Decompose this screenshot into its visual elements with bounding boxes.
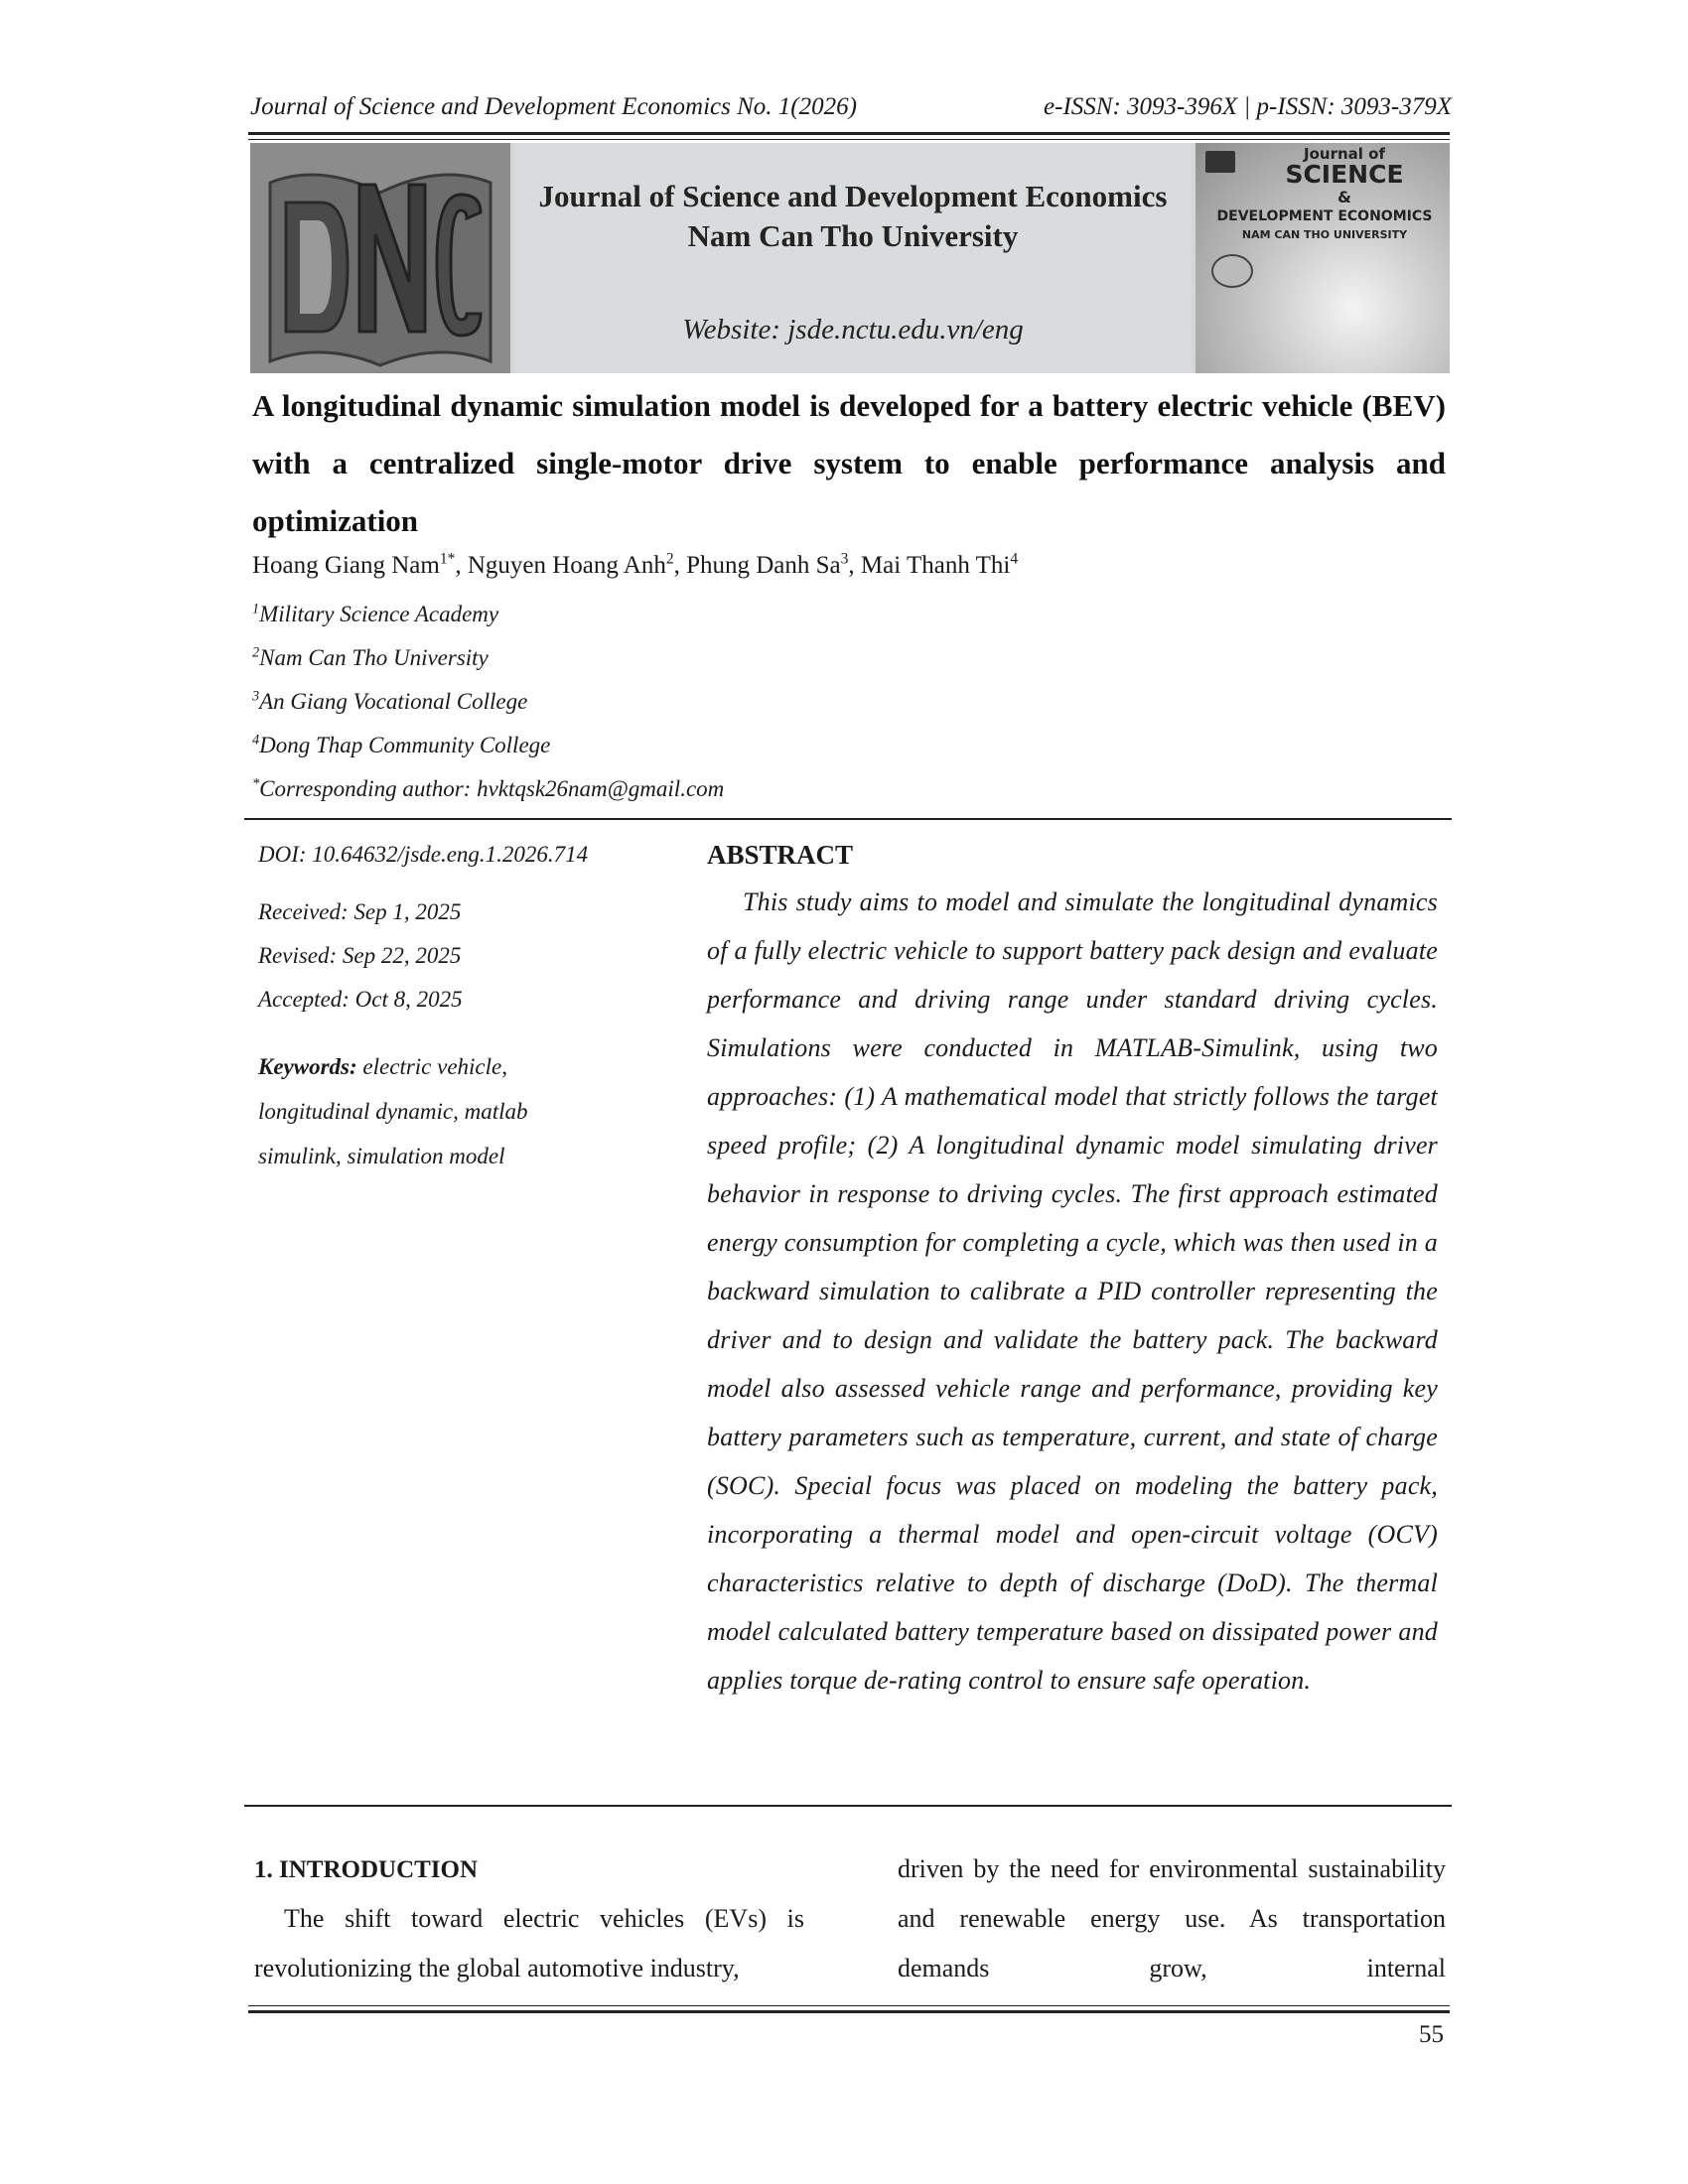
affiliation: [252, 733, 550, 758]
author-sup: 1*: [439, 550, 456, 568]
cover-journal-of: Journal of: [1304, 145, 1385, 163]
banner-university: Nam Can Tho University: [687, 218, 1019, 253]
affiliation: [252, 602, 498, 627]
revised-date: Revised: Sep 22, 2025: [258, 943, 462, 968]
affiliation: [252, 645, 489, 671]
author-sep: ,: [848, 552, 861, 579]
doi: DOI: 10.64632/jsde.eng.1.2026.714: [258, 842, 589, 867]
introduction-column-2: driven by the need for environmental sustainability and renewable energy use. As transportation demands grow, internal: [898, 1854, 1446, 1982]
cover-science: SCIENCE: [1285, 160, 1404, 189]
author-name: Phung Danh Sa: [686, 552, 841, 579]
author-sup: 2: [665, 550, 674, 568]
abstract-heading: ABSTRACT: [707, 840, 854, 870]
footer-rule: [248, 2010, 1450, 2013]
affiliation: [252, 689, 527, 715]
keywords-label: Keywords:: [258, 1054, 357, 1079]
affiliation-text: An Giang Vocational College: [259, 689, 528, 714]
cover-logo-icon: [1205, 151, 1235, 173]
affiliation-sup: 2: [252, 644, 260, 661]
author-list: [252, 552, 1018, 580]
running-header-issn: e-ISSN: 3093-396X | p-ISSN: 3093-379X: [1044, 93, 1452, 120]
corresponding-text: Corresponding author: hvktqsk26nam@gmail.com: [259, 776, 725, 801]
author-name: Hoang Giang Nam: [252, 552, 440, 579]
header-rule-thin: [248, 139, 1450, 140]
banner-title-panel: [514, 143, 1192, 373]
page-number: 55: [1419, 2021, 1444, 2048]
footer-rule-thin: [248, 2005, 1450, 2006]
affiliation-sup: 1: [252, 601, 260, 617]
section-rule: [244, 818, 1452, 820]
corresponding-sup: *: [252, 775, 260, 792]
introduction-column-1: The shift toward electric vehicles (EVs) is revolutionizing the global automotive industry,: [254, 1904, 804, 1982]
author-sup: 4: [1010, 550, 1019, 568]
dnc-book-logo-icon: [250, 143, 510, 373]
paper-title: A longitudinal dynamic simulation model is developed for a battery electric vehicle (BEV) with a centralized single-motor drive system to enable performance analysis and optimization: [252, 388, 1446, 538]
header-rule: [248, 132, 1450, 135]
abstract-text: This study aims to model and simulate the longitudinal dynamics of a fully electric vehicle to support battery pack design and evaluate performance and driving range under standard driving cycles. Simulations were conducted in MATLAB-Simulink, using two approaches: (1) A mathematical model that strictly follows the target speed profile; (2) A longitudinal dynamic model simulating driver behavior in response to driving cycles. The first approach estimated energy consumption for completing a cycle, which was then used in a backward simulation to calibrate a PID controller representing the driver and to design and validate the battery pack. The backward model also assessed vehicle range and performance, providing key battery parameters such as temperature, current, and state of charge (SOC). Special focus was placed on modeling the battery pack, incorporating a thermal model and open-circuit voltage (OCV) characteristics relative to depth of discharge (DoD). The thermal model calculated battery temperature based on dissipated power and applies torque de-rating control to ensure safe operation.: [707, 887, 1438, 1695]
keywords: [258, 1044, 586, 1178]
banner-journal-title: Journal of Science and Development Economics: [538, 179, 1168, 213]
banner-website: Website: jsde.nctu.edu.vn/eng: [682, 314, 1024, 345]
affiliation-sup: 4: [252, 732, 260, 749]
cover-ampersand: &: [1337, 188, 1351, 206]
cover-development-economics: DEVELOPMENT ECONOMICS: [1216, 208, 1433, 224]
affiliation-sup: 3: [252, 688, 260, 705]
corresponding-author: [252, 776, 724, 802]
accepted-date: Accepted: Oct 8, 2025: [258, 987, 463, 1012]
affiliation-text: Military Science Academy: [259, 602, 499, 626]
author-name: Nguyen Hoang Anh: [467, 552, 666, 579]
journal-cover-thumbnail: [1196, 143, 1450, 373]
cover-badge-icon: [1211, 254, 1253, 288]
author-name: Mai Thanh Thi: [860, 552, 1011, 579]
author-sep: ,: [673, 552, 687, 579]
journal-banner: [250, 143, 1450, 373]
cover-university: NAM CAN THO UNIVERSITY: [1241, 228, 1408, 241]
section-rule: [244, 1805, 1452, 1807]
affiliation-text: Dong Thap Community College: [259, 733, 551, 757]
author-sep: ,: [455, 552, 468, 579]
author-sup: 3: [840, 550, 849, 568]
affiliation-text: Nam Can Tho University: [259, 645, 489, 670]
running-header-journal: Journal of Science and Development Economics No. 1(2026): [250, 93, 857, 120]
keywords-text: electric vehicle, longitudinal dynamic, matlab simulink, simulation model: [258, 1054, 528, 1168]
dnc-logo: [250, 143, 510, 373]
received-date: Received: Sep 1, 2025: [258, 899, 462, 924]
introduction-heading: 1. INTRODUCTION: [254, 1856, 479, 1883]
